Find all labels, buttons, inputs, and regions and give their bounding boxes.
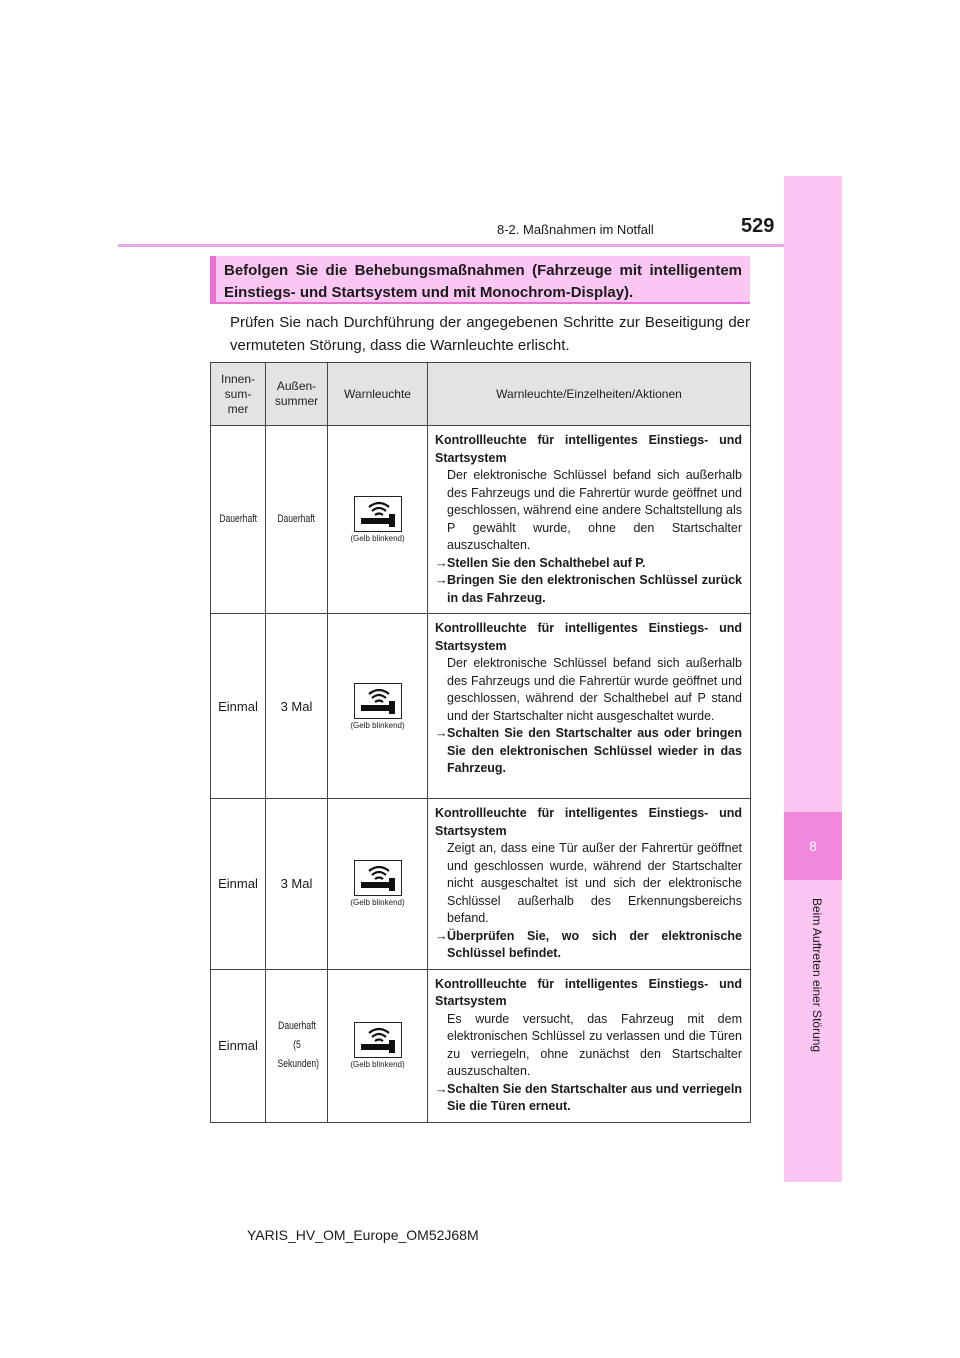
icon-caption: (Gelb blinkend) xyxy=(350,720,405,730)
interior-buzzer-cell xyxy=(211,799,266,970)
row-description: Zeigt an, dass eine Tür außer der Fahrertür geöffnet und geschlossen wurde, während der Startschalter nicht ausgeschaltet ist und sich der elektronische Schlüssel außerhalb des Erkennungsbereichs befand. xyxy=(447,841,742,925)
interior-buzzer-cell xyxy=(211,614,266,799)
warning-light-cell xyxy=(328,426,428,614)
interior-buzzer-cell xyxy=(211,426,266,614)
action-text: Stellen Sie den Schalthebel auf P. xyxy=(447,555,646,570)
smart-key-indicator-icon xyxy=(354,683,402,719)
action-item xyxy=(435,928,742,963)
row-actions xyxy=(435,928,742,963)
page-number: 529 xyxy=(741,215,775,237)
row-title: Kontrollleuchte für intelligentes Einstiegs- und Startsystem xyxy=(435,976,742,1008)
arrow-right-icon: → xyxy=(435,928,448,943)
action-item xyxy=(435,572,742,607)
exterior-buzzer-cell xyxy=(266,614,328,799)
header-details: Warnleuchte/Einzelheiten/Aktionen xyxy=(428,363,751,426)
interior-buzzer-value: Einmal xyxy=(218,1038,258,1053)
table-header-row xyxy=(211,363,751,426)
row-actions xyxy=(435,725,742,778)
arrow-right-icon: → xyxy=(435,1081,448,1096)
header-warning-light: Warnleuchte xyxy=(328,363,428,426)
callout-underline xyxy=(210,302,750,304)
action-item xyxy=(435,725,742,778)
row-title: Kontrollleuchte für intelligentes Einstiegs- und Startsystem xyxy=(435,806,742,838)
arrow-right-icon: → xyxy=(435,573,448,587)
header-divider xyxy=(118,244,784,247)
row-title: Kontrollleuchte für intelligentes Einstiegs- und Startsystem xyxy=(435,433,742,465)
interior-buzzer-value: Einmal xyxy=(218,698,258,714)
warning-light-cell xyxy=(328,614,428,799)
smart-key-indicator-icon xyxy=(354,1022,402,1058)
arrow-right-icon: → xyxy=(435,555,448,570)
table-row xyxy=(211,969,751,1122)
table-row xyxy=(211,799,751,970)
interior-buzzer-cell xyxy=(211,969,266,1122)
warning-table xyxy=(210,362,751,1123)
smart-key-indicator-icon xyxy=(354,496,402,532)
details-cell xyxy=(428,969,751,1122)
exterior-buzzer-value: 3 Mal xyxy=(280,876,313,892)
row-actions xyxy=(435,1081,742,1116)
details-cell xyxy=(428,614,751,799)
footer-doc-id: YARIS_HV_OM_Europe_OM52J68M xyxy=(247,1227,479,1243)
details-cell xyxy=(428,799,751,970)
interior-buzzer-value: Dauerhaft xyxy=(219,513,257,525)
callout-box: Befolgen Sie die Behebungsmaßnahmen (Fahrzeuge mit intelligentem Einstiegs- und Startsystem und mit Monochrom-Display). xyxy=(210,256,750,302)
interior-buzzer-value: Einmal xyxy=(218,876,258,892)
chapter-title: Beim Auftreten einer Störung xyxy=(810,898,824,1053)
header-interior-buzzer: Innen- sum- mer xyxy=(211,363,266,426)
warning-light-cell xyxy=(328,799,428,970)
section-title: 8-2. Maßnahmen im Notfall xyxy=(497,222,654,237)
exterior-buzzer-value: Dauerhaft xyxy=(277,513,316,525)
details-cell xyxy=(428,426,751,614)
row-title: Kontrollleuchte für intelligentes Einstiegs- und Startsystem xyxy=(435,621,742,653)
row-actions xyxy=(435,555,742,608)
table-row xyxy=(211,426,751,614)
row-description: Der elektronische Schlüssel befand sich außerhalb des Fahrzeugs und die Fahrertür wurde geöffnet und geschlossen, während der Schalthebel auf P stand und der Startschalter nicht ausgeschaltet wurde. xyxy=(447,656,742,723)
row-description: Es wurde versucht, das Fahrzeug mit dem elektronischen Schlüssel zu verlassen und die Türen zu verriegeln, ohne zunächst den Startschalter auszuschalten. xyxy=(447,1011,742,1078)
exterior-buzzer-value: Dauerhaft (5 Sekunden) xyxy=(277,1020,319,1070)
icon-caption: (Gelb blinkend) xyxy=(350,898,405,908)
exterior-buzzer-cell xyxy=(266,426,328,614)
header-exterior-buzzer: Außen- summer xyxy=(266,363,328,426)
action-text: Schalten Sie den Startschalter aus oder bringen Sie den elektronischen Schlüssel wieder in das Fahrzeug. xyxy=(447,726,742,775)
icon-caption: (Gelb blinkend) xyxy=(350,534,405,543)
exterior-buzzer-value: 3 Mal xyxy=(280,698,313,714)
smart-key-indicator-icon xyxy=(354,860,402,896)
intro-paragraph: Prüfen Sie nach Durchführung der angegebenen Schritte zur Beseitigung der vermuteten Störung, dass die Warnleuchte erlischt. xyxy=(230,314,750,354)
action-item xyxy=(435,1081,742,1116)
warning-light-cell xyxy=(328,969,428,1122)
exterior-buzzer-cell xyxy=(266,969,328,1122)
icon-caption: (Gelb blinkend) xyxy=(350,1060,405,1069)
row-description: Der elektronische Schlüssel befand sich außerhalb des Fahrzeugs und die Fahrertür wurde geöffnet und geschlossen, während eine andere Schaltstellung als P gewählt wurde, ohne den Startschalter auszuschalten. xyxy=(447,468,742,552)
arrow-right-icon: → xyxy=(435,726,448,740)
table-row xyxy=(211,614,751,799)
action-text: Überprüfen Sie, wo sich der elektronische Schlüssel befindet. xyxy=(447,928,742,960)
action-item xyxy=(435,555,742,573)
exterior-buzzer-cell xyxy=(266,799,328,970)
action-text: Bringen Sie den elektronischen Schlüssel zurück in das Fahrzeug. xyxy=(447,573,742,605)
chapter-number: 8 xyxy=(784,812,842,880)
action-text: Schalten Sie den Startschalter aus und verriegeln Sie die Türen erneut. xyxy=(447,1081,742,1113)
chapter-sidebar xyxy=(784,176,842,1182)
